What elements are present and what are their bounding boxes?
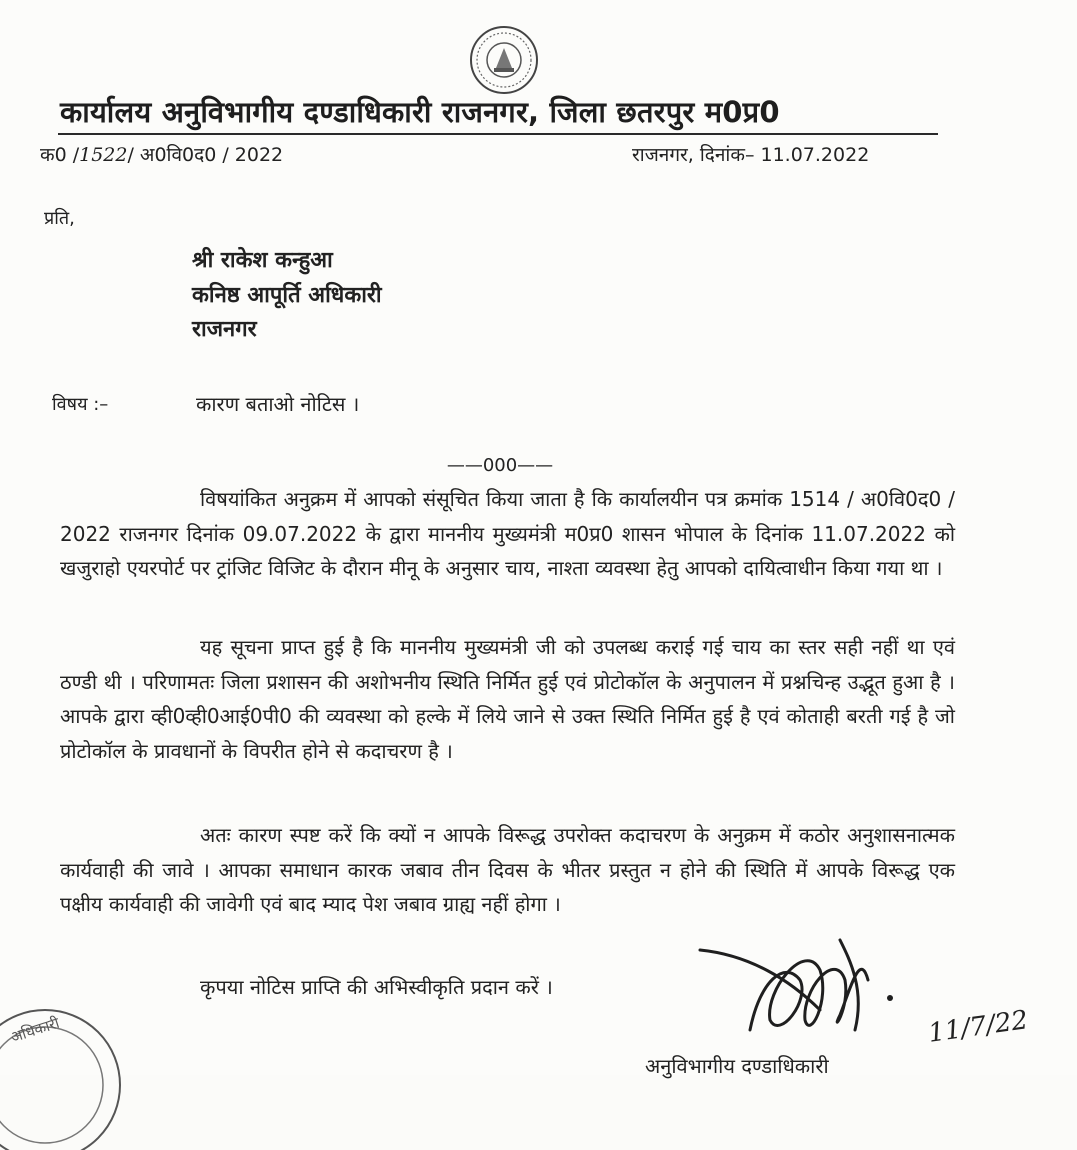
subject-label: विषय :– [52,394,109,415]
body-paragraph-1: विषयांकित अनुक्रम में आपको संसूचित किया जाता है कि कार्यालयीन पत्र क्रमांक 1514 / अ0वि0द0 / 2022 राजनगर दिनांक 09.07.2022 के द्वारा माननीय मुख्यमंत्री म0प्र0 शासन भोपाल के दिनांक 11.07.2022 को खजुराहो एयरपोर्ट पर ट्रांजिट विजिट के दौरान मीनू के अनुसार चाय, नाश्ता व्यवस्था हेतु आपको दायित्वाधीन किया गया था । [60,487,955,580]
seal-text: अधिकारी [8,1013,62,1047]
recipient-name: श्री राकेश कन्हुआ [192,248,333,273]
official-seal-icon [0,1000,130,1150]
recipient-designation: कनिष्ठ आपूर्ति अधिकारी [192,283,382,308]
office-title: कार्यालय अनुविभागीय दण्डाधिकारी राजनगर, जिला छतरपुर म0प्र0 [60,95,780,129]
body-paragraph-3: अतः कारण स्पष्ट करें कि क्यों न आपके विरूद्ध उपरोक्त कदाचरण के अनुक्रम में कठोर अनुशासनात्मक कार्यवाही की जावे । आपका समाधान कारक जबाव तीन दिवस के भीतर प्रस्तुत न होने की स्थिति में आपके विरूद्ध एक पक्षीय कार्यवाही की जावेगी एवं बाद म्याद पेश जबाव ग्राह्य नहीं होगा । [60,823,955,916]
place-date: राजनगर, दिनांक– 11.07.2022 [632,144,870,166]
government-emblem-icon [468,24,540,96]
signatory-title: अनुविभागीय दण्डाधिकारी [645,1054,829,1078]
salutation: प्रति, [44,208,75,229]
reference-number [40,141,283,167]
header-underline [58,133,938,135]
subject-text: कारण बताओ नोटिस । [196,392,360,416]
ref-prefix: क0 / [40,144,80,166]
body-paragraph-4: कृपया नोटिस प्राप्ति की अभिस्वीकृति प्रदान करें । [200,975,553,999]
handwritten-date [926,1005,1058,1067]
separator: ——000—— [446,455,554,476]
recipient-place: राजनगर [192,317,257,342]
ref-suffix: / अ0वि0द0 / 2022 [127,144,284,166]
handwritten-date-text: 11/7/22 [926,1005,1030,1049]
body-paragraph-2: यह सूचना प्राप्त हुई है कि माननीय मुख्यमंत्री जी को उपलब्ध कराई गई चाय का स्तर सही नहीं था एवं ठण्डी थी । परिणामतः जिला प्रशासन की अशोभनीय स्थिति निर्मित हुई एवं प्रोटोकॉल के अनुपालन में प्रश्नचिन्ह उद्भूत हुआ है । आपके द्वारा व्ही0व्ही0आई0पी0 की व्यवस्था को हल्के में लिये जाने से उक्त स्थिति निर्मित हुई है एवं कोताही बरती गई है जो प्रोटोकॉल के प्रावधानों के विपरीत होने से कदाचरण है । [60,635,955,763]
ref-handwritten: 1522 [79,144,128,166]
